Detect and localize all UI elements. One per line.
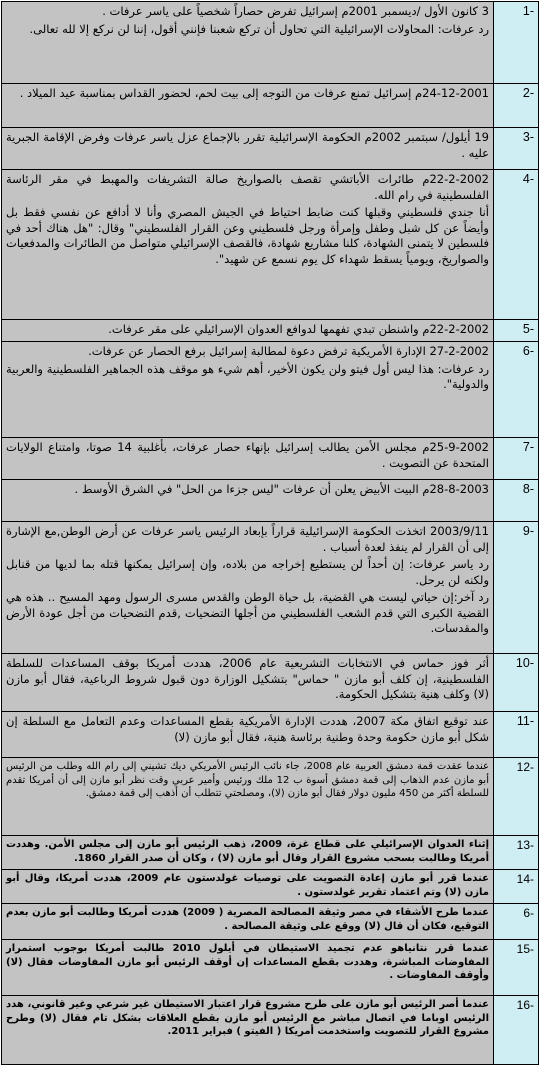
event-paragraph: 3 كانون الأول /ديسمبر 2001م إسرائيل تفرض حصاراً شخصياً على ياسر عرفات . [102, 4, 489, 18]
timeline-row [2, 170, 539, 320]
row-number: 6- [494, 904, 539, 940]
event-paragraph: رد ياسر عرفات: إن أحداً لن يستطيع إخراجه من بلاده، وإن إسرائيل يمكنها قتله بما لديها من قنابل ولكنه لن يرحل. [6, 557, 489, 587]
event-text-cell [2, 84, 494, 128]
timeline-table [1, 1, 539, 1065]
row-number: 8- [494, 480, 539, 522]
timeline-body [2, 2, 539, 1065]
event-text-cell [2, 342, 494, 438]
timeline-row [2, 438, 539, 480]
row-number: 6- [494, 342, 539, 438]
event-text-cell [2, 836, 494, 870]
timeline-row [2, 320, 539, 342]
timeline-row [2, 904, 539, 940]
event-text-cell [2, 522, 494, 654]
event-text-cell [2, 904, 494, 940]
event-paragraph: 22-2-2002م طائرات الأباتشي تقصف بالصواريخ صالة التشريفات والمهبط في مقر الرئاسة الفلسطينية في رام الله. [6, 172, 489, 202]
event-paragraph: 22-2-2002م واشنطن تبدي تفهمها لدوافع العدوان الإسرائيلي على مقر عرفات. [108, 322, 489, 336]
event-paragraph: عندما طرح الأشقاء في مصر وثيقة المصالحة المصرية ( 2009) هددت أمريكا وطالبت أبو مازن بعدم التوقيع، فكان أن قال (لا) ووقع على وثيقة المصالحة . [6, 907, 489, 932]
event-paragraph: 27-2-2002 الإدارة الأمريكية ترفض دعوة لمطالبة إسرائيل برفع الحصار عن عرفات. [88, 344, 489, 358]
event-paragraph: أثر فوز حماس في الانتخابات التشريعية عام 2006، هددت أمريكا بوقف المساعدات للسلطة الفلسطينية، إن كلف أبو مازن " حماس" بتشكيل الوزارة دون قبول شروط الرباعية، فقال أبو مازن (لا) وكلف هنية بتشكيل الحكومة. [6, 656, 489, 701]
timeline-row [2, 128, 539, 170]
timeline-row [2, 654, 539, 712]
row-number: 2- [494, 84, 539, 128]
event-paragraph: 19 أيلول/ سبتمبر 2002م الحكومة الإسرائيلية تقرر بالإجماع عزل ياسر عرفات وفرض الإقامة الجبرية عليه . [6, 130, 489, 160]
row-number: 9- [494, 522, 539, 654]
row-number: 7- [494, 438, 539, 480]
event-text-cell [2, 480, 494, 522]
timeline-row [2, 870, 539, 904]
timeline-row [2, 996, 539, 1065]
row-number: 4- [494, 170, 539, 320]
event-text-cell [2, 320, 494, 342]
timeline-row [2, 84, 539, 128]
timeline-row [2, 758, 539, 836]
row-number: 3- [494, 128, 539, 170]
row-number: 5- [494, 320, 539, 342]
event-paragraph: عندما قرر أبو مازن إعادة التصويت على توصيات غولدستون عام 2009، هددت أمريكا، وقال أبو مازن (لا) وتم اعتماد تقرير غولدستون . [6, 873, 489, 898]
event-paragraph: رد آخر:إن حياتي ليست هي القضية، بل حياة الوطن والقدس مسرى الرسول ومهد المسيح .. هذه هي القضية الكبرى التي قدم الشعب الفلسطيني من أجلها التضحيات ,قدم التضحيات من أجل عودة الأرض والمقدسات. [6, 590, 489, 635]
event-paragraph: عند توقيع اتفاق مكة 2007، هددت الإدارة الأمريكية بقطع المساعدات وعدم التعامل مع السلطة إن شكل أبو مازن حكومة وحدة وطنية برئاسة هنية، فقال أبو مازن (لا) [6, 714, 489, 744]
row-number: 15- [494, 940, 539, 996]
event-text-cell [2, 996, 494, 1065]
timeline-row [2, 2, 539, 84]
event-text-cell [2, 758, 494, 836]
row-number: 10- [494, 654, 539, 712]
event-paragraph: 24-12-2001م إسرائيل تمنع عرفات من التوجه إلى بيت لحم، لحضور القداس بمناسبة عيد الميلاد . [19, 86, 489, 100]
row-number: 1- [494, 2, 539, 84]
event-paragraph: أنا جندي فلسطيني وقبلها كنت ضابط احتياط في الجيش المصري وأنا لا أدافع عن نفسي فقط بل وأيضاً عن كل شبل وطفل وإمرأة ورجل فلسطيني وعن القرار الفلسطيني" وقال: "هل هناك أحد في فلسطين لا يتمنى الشهادة، كلنا مشاريع شهادة، فالقصف الإسرائيلي متواصل من الطائرات والمدفعيات والصواريخ، ويومياً يسقط شهداء كل يوم نسمع عن شهيد". [6, 205, 489, 266]
event-paragraph: 25-9-2002م مجلس الأمن يطالب إسرائيل بإنهاء حصار عرفات، بأغلبية 14 صوتا، وامتناع الولايات المتحدة عن التصويت . [6, 440, 489, 470]
event-text-cell [2, 870, 494, 904]
timeline-row [2, 836, 539, 870]
event-paragraph: عندما عقدت قمة دمشق العربية عام 2008، جاء نائب الرئيس الأمريكي ديك تشيني إلى رام الله وطلب من الرئيس أبو مازن عدم الذهاب إلى قمة دمشق أسوة ب 12 ملك ورئيس وأمير عربي وقت نظر أبو مازن إلى أن أمريكا تقدم للسلطة أكثر من 450 مليون دولار فقال أبو مازن (لا)، ومصلحتي تتطلب أن أذهب إلى قمة دمشق. [6, 761, 489, 799]
timeline-row [2, 342, 539, 438]
event-text-cell [2, 438, 494, 480]
row-number: 16- [494, 996, 539, 1065]
event-text-cell [2, 170, 494, 320]
row-number: 12- [494, 758, 539, 836]
row-number: 14- [494, 870, 539, 904]
timeline-row [2, 480, 539, 522]
event-text-cell [2, 128, 494, 170]
event-paragraph: عندما قرر نتانياهو عدم تجميد الاستيطان في أيلول 2010 طالبت أمريكا بوجوب استمرار المفاوضات المباشرة، وهددت بقطع المساعدات إن أوقف الرئيس أبو مازن المفاوضات فقال (لا) وأوقف المفاوضات . [6, 943, 489, 981]
event-paragraph: إثناء العدوان الإسرائيلي على قطاع غزة، 2009، ذهب الرئيس أبو مازن إلى مجلس الأمن. وهددت أمريكا وطالبت بسحب مشروع القرار وقال أبو مازن (لا) ، وكان أن صدر القرار 1860. [6, 839, 489, 864]
timeline-row [2, 940, 539, 996]
event-text-cell [2, 2, 494, 84]
event-text-cell [2, 654, 494, 712]
timeline-row [2, 712, 539, 758]
event-text-cell [2, 940, 494, 996]
event-paragraph: عندما أصر الرئيس أبو مازن على طرح مشروع قرار اعتبار الاستيطان غير شرعي وغير قانوني، هدد الرئيس اوباما في اتصال مباشر مع الرئيس أبو مازن بقطع العلاقات بشكل تام فقال (لا) وطرح مشروع القرار للتصويت واستخدمت أمريكا ( الفيتو ) فبراير 2011. [6, 999, 489, 1037]
event-paragraph: رد عرفات: المحاولات الإسرائيلية التي تحاول أن تركع شعبنا فإنني أقول، إننا لن نركع إلا لله تعالى. [29, 21, 489, 36]
event-text-cell [2, 712, 494, 758]
event-paragraph: رد عرفات: هذا ليس أول فيتو ولن يكون الأخير، أهم شيء هو موقف هذه الجماهير الفلسطينية والعربية والدولية". [6, 361, 489, 391]
event-paragraph: 28-8-2003م البيت الأبيض يعلن أن عرفات "ليس جزءا من الحل" في الشرق الأوسط . [74, 482, 489, 496]
timeline-row [2, 522, 539, 654]
event-paragraph: 2003/9/11 اتخذت الحكومة الإسرائيلية قراراً بإبعاد الرئيس ياسر عرفات عن أرض الوطن,مع الإشارة إلى أن القرار لم ينفذ لعدة أسباب . [6, 524, 489, 554]
row-number: 13- [494, 836, 539, 870]
row-number: 11- [494, 712, 539, 758]
